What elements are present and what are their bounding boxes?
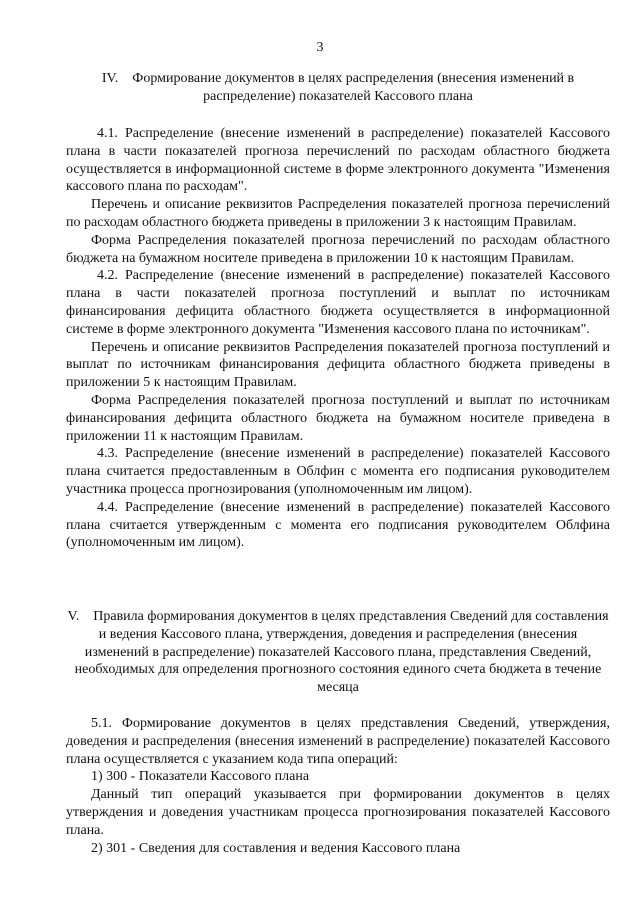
operation-code-300: 1) 300 - Показатели Кассового плана	[91, 769, 310, 785]
paragraph-4-1-form: Форма Распределения показателей прогноза перечислений по расходам областного бюджета на бумажном носителе приведена в приложении 10 к настоящим Правилам.	[66, 232, 610, 266]
paragraph-4-3: 4.3. Распределение (внесение изменений в распределение) показателей Кассового плана считается предоставленным в Облфин с момента его подписания руководителем участника процесса прогнозирования (уполномоченным им лицом).	[66, 446, 610, 497]
page-number: 3	[316, 40, 324, 55]
operation-code-301: 2) 301 - Сведения для составления и ведения Кассового плана	[91, 840, 461, 856]
section-4-body	[66, 125, 610, 552]
paragraph-4-2-form: Форма Распределения показателей прогноза поступлений и выплат по источникам финансирования дефицита областного бюджета на бумажном носителе приведена в приложении 11 к настоящим Правилам.	[66, 392, 610, 444]
section-4-heading	[66, 70, 610, 106]
operation-code-300-description: Данный тип операций указывается при формировании документов в целях утверждения и доведения участникам процесса прогнозирования показателей Кассового плана.	[66, 787, 610, 838]
paragraph-4-1-requisites: Перечень и описание реквизитов Распределения показателей прогноза перечислений по расходам областного бюджета приведены в приложении 3 к настоящим Правилам.	[66, 197, 610, 230]
section-5-title: Правила формирования документов в целях представления Сведений для составления и ведения Кассового плана, утверждения, доведения и распределения (внесения изменений в распределение) показателей Кассового плана, представления Сведений, необходимых для определения прогнозного состояния единого счета бюджета в течение месяца	[74, 609, 609, 696]
section-4-title: Формирование документов в целях распределения (внесения изменений в распределение) показателей Кассового плана	[132, 71, 575, 104]
section-5-heading	[66, 608, 610, 697]
section-5-body	[66, 715, 610, 857]
section-4-number: IV.	[101, 71, 119, 86]
paragraph-5-1: 5.1. Формирование документов в целях представления Сведений, утверждения, доведения и распределения (внесения изменений в распределение) показателей Кассового плана осуществляется с указанием кода типа операций:	[66, 716, 610, 767]
section-5-number: V.	[67, 609, 80, 624]
paragraph-4-2: 4.2. Распределение (внесение изменений в распределение) показателей Кассового плана в части показателей прогноза поступлений и выплат по источникам финансирования дефицита областного бюджета осуществляется в информационной системе в форме электронного документа "Изменения кассового плана по источникам".	[66, 268, 610, 337]
paragraph-4-2-requisites: Перечень и описание реквизитов Распределения показателей прогноза поступлений и выплат по источникам финансирования дефицита областного бюджета приведены в приложении 5 к настоящим Правилам.	[66, 339, 610, 391]
paragraph-4-1: 4.1. Распределение (внесение изменений в распределение) показателей Кассового плана в части показателей прогноза перечислений по расходам областного бюджета осуществляется в информационной системе в форме электронного документа "Изменения кассового плана по расходам".	[66, 126, 610, 195]
paragraph-4-4: 4.4. Распределение (внесение изменений в распределение) показателей Кассового плана считается утвержденным с момента его подписания руководителем Облфина (уполномоченным им лицом).	[66, 499, 610, 551]
